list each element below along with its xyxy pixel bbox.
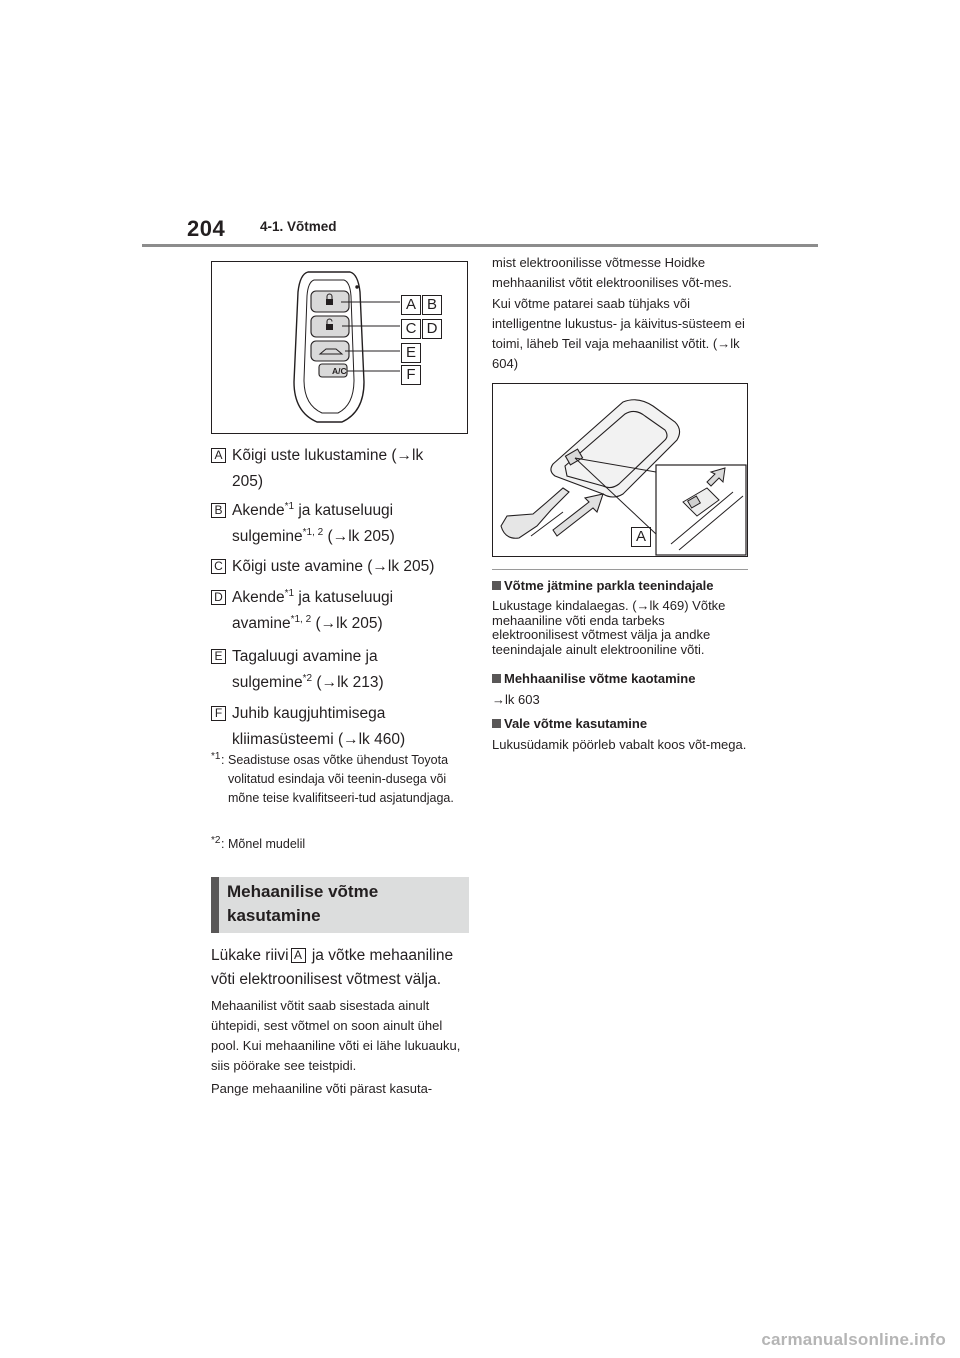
section-divider: [492, 569, 748, 570]
footnote: *2 : Mõnel mudelil: [211, 835, 306, 851]
figure-label-c: C: [401, 319, 421, 339]
subheading: Vale võtme kasutamine: [492, 716, 647, 731]
body-paragraph: Lukusüdamik pöörleb vabalt koos võt-mega.: [492, 737, 747, 752]
body-paragraph: mist elektroonilisse võtmesse Hoidke mehhaanilist võtit elektroonilises võt-mes. Kui võtme patarei saab tühjaks või intelligentne lukustus- ja käivitus-süsteem ei toimi, läheb Teil vaja mehaanilist võtit. (→lk 604): [492, 255, 745, 372]
list-item: C Kõigi uste avamine (→lk 205): [211, 554, 471, 580]
section-heading-box: [211, 877, 469, 933]
section-heading: Mehaanilise võtme kasutamine: [227, 882, 379, 925]
ac-button-label: A/C: [332, 366, 347, 376]
list-item: D Akende$^{*1}$ ja katuseluugi avamine$^{*1, 2}$ (→lk 205): [211, 585, 471, 637]
item-label: F: [211, 706, 226, 721]
item-label: B: [211, 503, 226, 518]
smart-key-illustration: [212, 262, 467, 433]
body-paragraph: Mehaanilist võtit saab sisestada ainult ühtepidi, sest võtmel on soon ainult ühel pool. Kui mehaaniline võti ei lähe lukuauku, siis pöörake see teistpidi.: [211, 998, 461, 1073]
list-item: A Kõigi uste lukustamine (→lk 205): [211, 443, 471, 495]
figure-label-a: A: [631, 527, 651, 547]
figure-label-b: B: [422, 295, 442, 315]
item-label: E: [211, 649, 226, 664]
figure-label-d: D: [422, 319, 442, 339]
instruction-text: Lükake riivi A ja võtke mehaaniline võti elektroonilisest võtmest välja.: [211, 947, 454, 988]
mechanical-key-illustration: [493, 384, 747, 556]
subheading: Mehhaanilise võtme kaotamine: [492, 671, 695, 686]
header-rule: [142, 244, 818, 247]
heading-bar: [211, 877, 219, 933]
page-number: 204: [187, 216, 226, 241]
section-title: 4-1. Võtmed: [260, 219, 337, 234]
list-item: F Juhib kaugjuhtimisega kliimasüsteemi (→lk 460): [211, 701, 471, 753]
smart-key-figure: [211, 261, 468, 434]
inline-label-a: A: [291, 948, 306, 963]
body-paragraph: →lk 603: [492, 692, 540, 707]
item-label: D: [211, 590, 226, 605]
figure-label-e: E: [401, 343, 421, 363]
square-bullet-icon: [492, 674, 501, 683]
body-paragraph: Lukustage kindalaegas. (→lk 469) Võtke mehaaniline võti enda tarbeks elektroonilisest võtmest välja ja andke teenindajale ainult elektrooniline võti.: [492, 598, 726, 657]
square-bullet-icon: [492, 581, 501, 590]
item-label: A: [211, 448, 226, 463]
mechanical-key-figure: [492, 383, 748, 557]
figure-label-f: F: [401, 365, 421, 385]
list-item: B Akende$^{*1}$ ja katuseluugi sulgemine$^{*1, 2}$ (→lk 205): [211, 498, 471, 550]
figure-label-a: A: [401, 295, 421, 315]
subheading: Võtme jätmine parkla teenindajale: [492, 578, 714, 593]
body-paragraph: Pange mehaaniline võti pärast kasuta-: [211, 1081, 433, 1096]
item-label: C: [211, 559, 226, 574]
square-bullet-icon: [492, 719, 501, 728]
footnote: *1 : Seadistuse osas võtke ühendust Toyota volitatud esindaja või teenin-dusega või mõne teise kvalifitseeri-tud asjatundjaga.: [211, 751, 454, 805]
list-item: E Tagaluugi avamine ja sulgemine$^{*2}$ (→lk 213): [211, 644, 471, 696]
watermark: carmanualsonline.info: [761, 1330, 946, 1349]
